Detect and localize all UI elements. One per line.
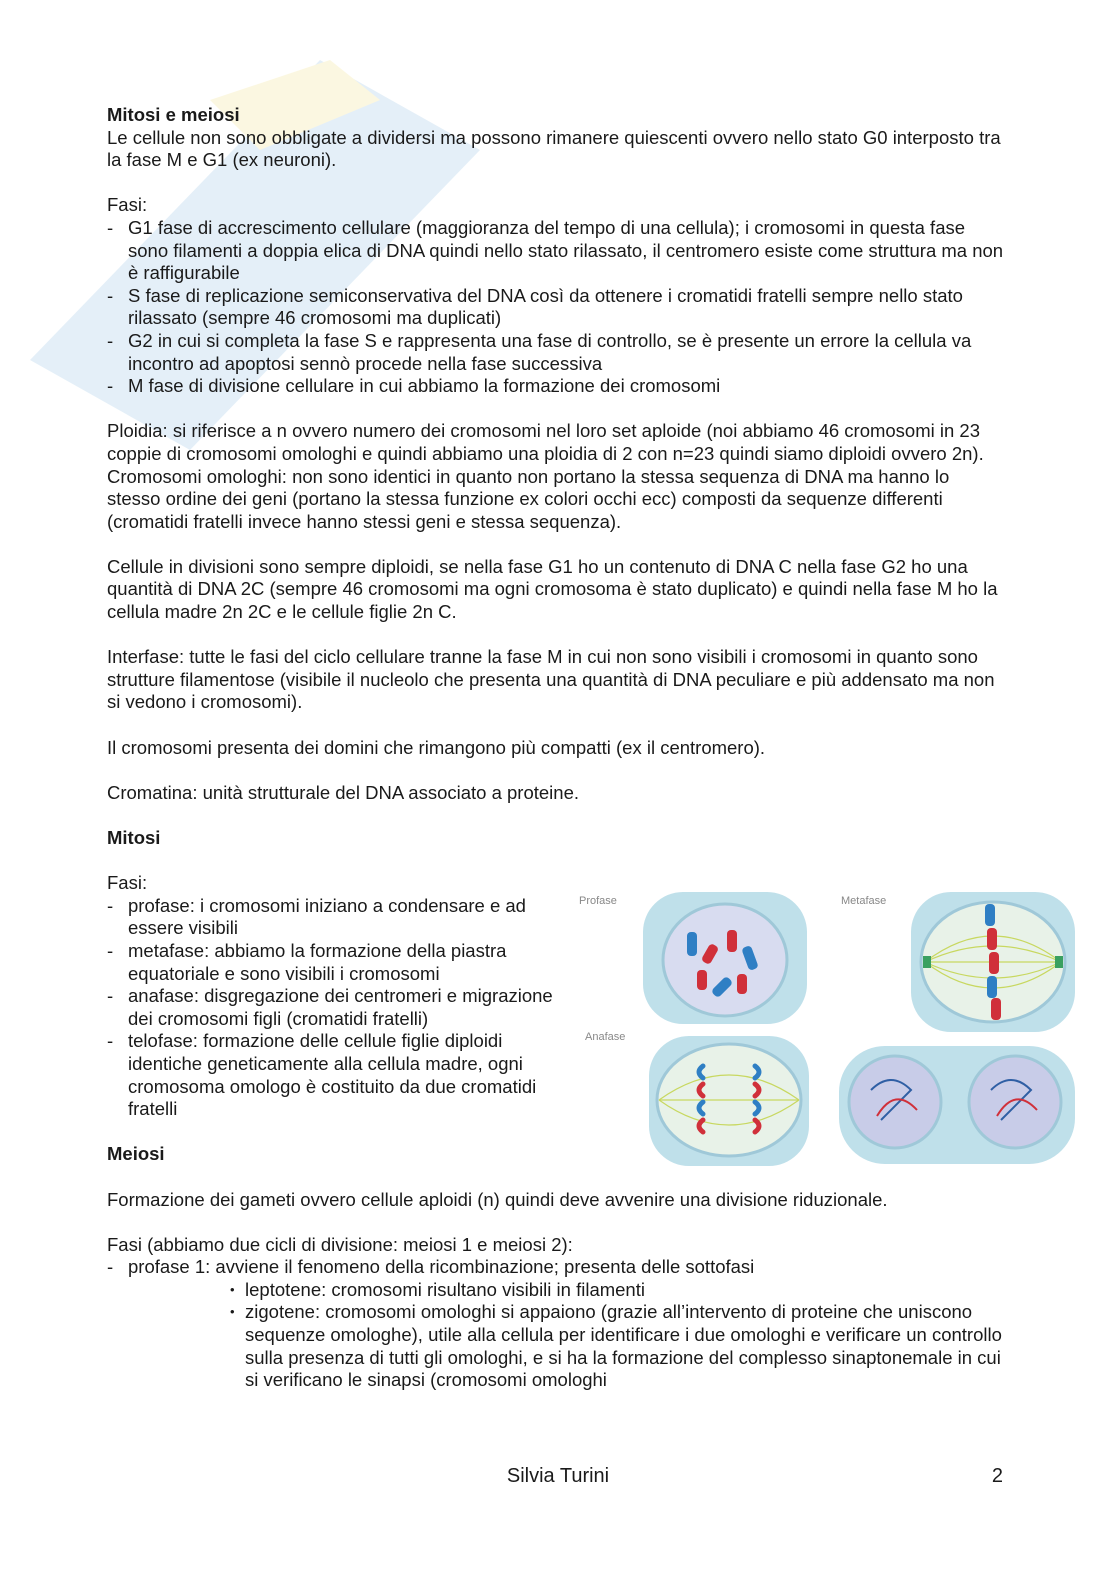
mitosi-section (107, 872, 1007, 1121)
meiosi-fasi-label: Fasi (abbiamo due cicli di divisione: meiosi 1 e meiosi 2): (107, 1233, 573, 1255)
fasi-list (107, 217, 1007, 398)
list-item: - S fase di replicazione semiconservativa del DNA così da ottenere i cromatidi fratelli sempre nello stato rilassato (sempre 46 cromosomi ma duplicati) (107, 285, 1007, 330)
list-item: - metafase: abbiamo la formazione della piastra equatoriale e sono visibili i cromosomi (107, 940, 557, 985)
list-item: - G2 in cui si completa la fase S e rappresenta una fase di controllo, se è presente un errore la cellula va incontro ad apoptosi sennò procede nella fase successiva (107, 330, 1007, 375)
document-page (107, 104, 1007, 1392)
metafase-cell (911, 892, 1075, 1032)
footer-author: Silvia Turini (506, 1465, 610, 1487)
list-item: - profase 1: avviene il fenomeno della ricombinazione; presenta delle sottofasi (107, 1256, 1007, 1279)
list-item: - M fase di divisione cellulare in cui abbiamo la formazione dei cromosomi (107, 375, 1007, 398)
mitosi-fasi-list (107, 895, 557, 1121)
domini-paragraph: Il cromosomi presenta dei domini che rimangono più compatti (ex il centromero). (107, 736, 766, 758)
list-item: - anafase: disgregazione dei centromeri e migrazione dei cromosomi figli (cromatidi fratelli) (107, 985, 557, 1030)
list-item: - profase: i cromosomi iniziano a condensare e ad essere visibili (107, 895, 557, 940)
telofase-cells (839, 1046, 1075, 1164)
mitosi-fasi-label: Fasi: (107, 872, 148, 894)
mitosi-heading: Mitosi (107, 827, 161, 848)
anafase-cell (649, 1036, 809, 1166)
interfase-paragraph: Interfase: tutte le fasi del ciclo cellulare tranne la fase M in cui non sono visibili i cromosomi in quanto sono strutture filamentose (visibile il nucleolo che presenta una quantità di DNA peculiare e più addensato ma non si vedono i cromosomi). (107, 646, 995, 713)
list-item: - telofase: formazione delle cellule figlie diploidi identiche geneticamente alla cellula madre, ogni cromosoma omologo è costituito da due cromatidi fratelli (107, 1030, 557, 1120)
meiosi-heading: Meiosi (107, 1143, 165, 1165)
list-item: - G1 fase di accrescimento cellulare (maggioranza del tempo di una cellula); i cromosomi in questa fase sono filamenti a doppia elica di DNA quindi nello stato rilassato, il centromero esiste come struttura ma non è raffigurabile (107, 217, 1007, 285)
meiosi-intro: Formazione dei gameti ovvero cellule aploidi (n) quindi deve avvenire una divisione riduzionale. (107, 1188, 888, 1210)
page-title: Mitosi e meiosi (107, 104, 240, 125)
profase-cell (643, 892, 807, 1024)
list-item: • leptotene: cromosomi risultano visibili in filamenti (228, 1279, 1007, 1302)
fasi-label: Fasi: (107, 194, 148, 216)
meiosi-fasi-list (107, 1256, 1007, 1279)
divisioni-paragraph: Cellule in divisioni sono sempre diploidi, se nella fase G1 ho un contenuto di DNA C nella fase G2 ho una quantità di DNA 2C (sempre 46 cromosomi ma ogni cromosoma è stato duplicato) e quindi nella fase M ho la cellula madre 2n 2C e le cellule figlie 2n C. (107, 555, 998, 623)
sottofasi-list (107, 1279, 1007, 1392)
list-item: • zigotene: cromosomi omologhi si appaiono (grazie all’intervento di proteine che uniscono sequenze omologhe), utile alla cellula per identificare i due omologhi e verificare un controllo sulla presenza di tutti gli omologhi, e si ha la formazione del complesso sinaptonemale in cui si verificano le sinapsi (cromosomi omologhi (228, 1301, 1007, 1391)
label-profase: Profase (579, 895, 617, 908)
label-metafase: Metafase (841, 895, 887, 908)
cromatina-paragraph: Cromatina: unità strutturale del DNA associato a proteine. (107, 781, 579, 803)
label-anafase: Anafase (585, 1031, 626, 1044)
ploidia-paragraph: Ploidia: si riferisce a n ovvero numero dei cromosomi nel loro set aploide (noi abbiamo 46 cromosomi in 23 coppie di cromosomi omologhi e quindi abbiamo una ploidia di 2 con n=23 quindi siamo diploidi ovvero 2n). (107, 420, 984, 464)
omologhi-paragraph: Cromosomi omologhi: non sono identici in quanto non portano la stessa sequenza di DNA ma hanno lo stesso ordine dei geni (portano la stessa funzione ex colori occhi ecc) composti da sequenze differenti (cromatidi fratelli invece hanno stessi geni e stessa sequenza). (107, 465, 950, 532)
intro-paragraph: Le cellule non sono obbligate a dividersi ma possono rimanere quiescenti ovvero nello stato G0 interposto tra la fase M e G1 (ex neuroni). (107, 126, 1001, 171)
mitosis-figure (577, 890, 1077, 1170)
page-number: 2 (991, 1465, 1003, 1487)
